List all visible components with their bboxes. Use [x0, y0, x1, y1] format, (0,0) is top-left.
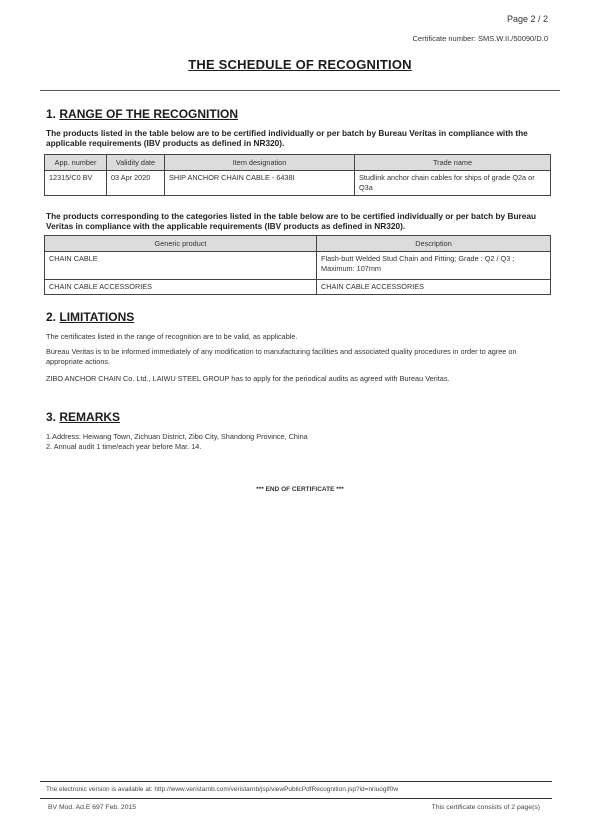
col-validity-date: Validity date [107, 155, 165, 171]
description-cell: Flash-butt Welded Stud Chain and Fitting; Grade : Q2 / Q3 ; Maximum: 107mm [317, 252, 551, 280]
limitations-paragraph-1: The certificates listed in the range of recognition are to be valid, as applicable. [46, 332, 298, 341]
limitations-paragraph-2: Bureau Veritas is to be informed immediately of any modification to manufacturing facilities and associated quality procedures in order to agree on appropriate actions. [46, 347, 517, 366]
table-row [45, 171, 551, 196]
app-number-cell: 12315/C0 BV [45, 171, 107, 196]
footer-page-count: This certificate consists of 2 page(s) [431, 804, 540, 811]
section-3-number: 3. [46, 410, 57, 424]
trade-name-cell: Studlink anchor chain cables for ships of grade Q2a or Q3a [355, 171, 551, 196]
col-description: Description [317, 236, 551, 252]
section-2-heading [46, 310, 134, 324]
footer-divider-2 [40, 798, 552, 799]
section-2-title: LIMITATIONS [59, 310, 135, 324]
item-designation-cell: SHIP ANCHOR CHAIN CABLE - 6438I [165, 171, 355, 196]
col-trade-name: Trade name [355, 155, 551, 171]
generic-product-table [44, 235, 551, 295]
generic-product-cell: CHAIN CABLE ACCESSORIES [45, 280, 317, 295]
section-1-intro: The products listed in the table below are to be certified individually or per batch by Bureau Veritas in compliance with the applicable requirements (IBV products as defined in NR320). [46, 128, 528, 148]
col-app-number: App. number [45, 155, 107, 171]
footer-form-ref: BV Mod. Ad.E 697 Feb. 2015 [48, 804, 137, 811]
col-item-designation: Item designation [165, 155, 355, 171]
section-1-title: RANGE OF THE RECOGNITION [59, 107, 239, 121]
recognition-table [44, 154, 551, 196]
generic-product-cell: CHAIN CABLE [45, 252, 317, 280]
section-3-title: REMARKS [59, 410, 121, 424]
section-1-heading [46, 107, 238, 121]
page-title: THE SCHEDULE OF RECOGNITION [188, 57, 412, 72]
page-number: Page 2 / 2 [506, 14, 548, 24]
description-cell: CHAIN CABLE ACCESSORIES [317, 280, 551, 295]
table-row [45, 252, 551, 280]
remark-line-2: 2. Annual audit 1 time/each year before Mar. 14. [46, 442, 202, 451]
col-generic-product: Generic product [45, 236, 317, 252]
generic-product-table-header [45, 236, 551, 252]
recognition-table-header [45, 155, 551, 171]
certificate-number: Certificate number: SMS.W.II./50090/D.0 [412, 34, 548, 43]
title-divider [40, 90, 560, 91]
section-3-heading [46, 410, 120, 424]
footer-url-note: The electronic version is available at: http://www.veristarnb.com/veristarnb/jsp/viewPublicPdfRecognition.jsp?id=nriuoglf0w [46, 786, 399, 793]
footer-divider [40, 781, 552, 782]
remark-line-1: 1.Address: Heiwang Town, Zichuan District, Zibo City, Shandong Province, China [46, 432, 308, 441]
section-1-intro-2: The products corresponding to the categories listed in the table below are to be certified individually or per batch by Bureau Veritas in compliance with the applicable requirements (IBV products as defined in NR320). [46, 211, 537, 231]
section-1-number: 1. [46, 107, 57, 121]
table-row [45, 280, 551, 295]
section-2-number: 2. [46, 310, 57, 324]
end-of-certificate: *** END OF CERTIFICATE *** [256, 486, 344, 493]
limitations-paragraph-3: ZIBO ANCHOR CHAIN Co. Ltd., LAIWU STEEL GROUP has to apply for the periodical audits as agreed with Bureau Veritas. [46, 374, 450, 383]
validity-date-cell: 03 Apr 2020 [107, 171, 165, 196]
